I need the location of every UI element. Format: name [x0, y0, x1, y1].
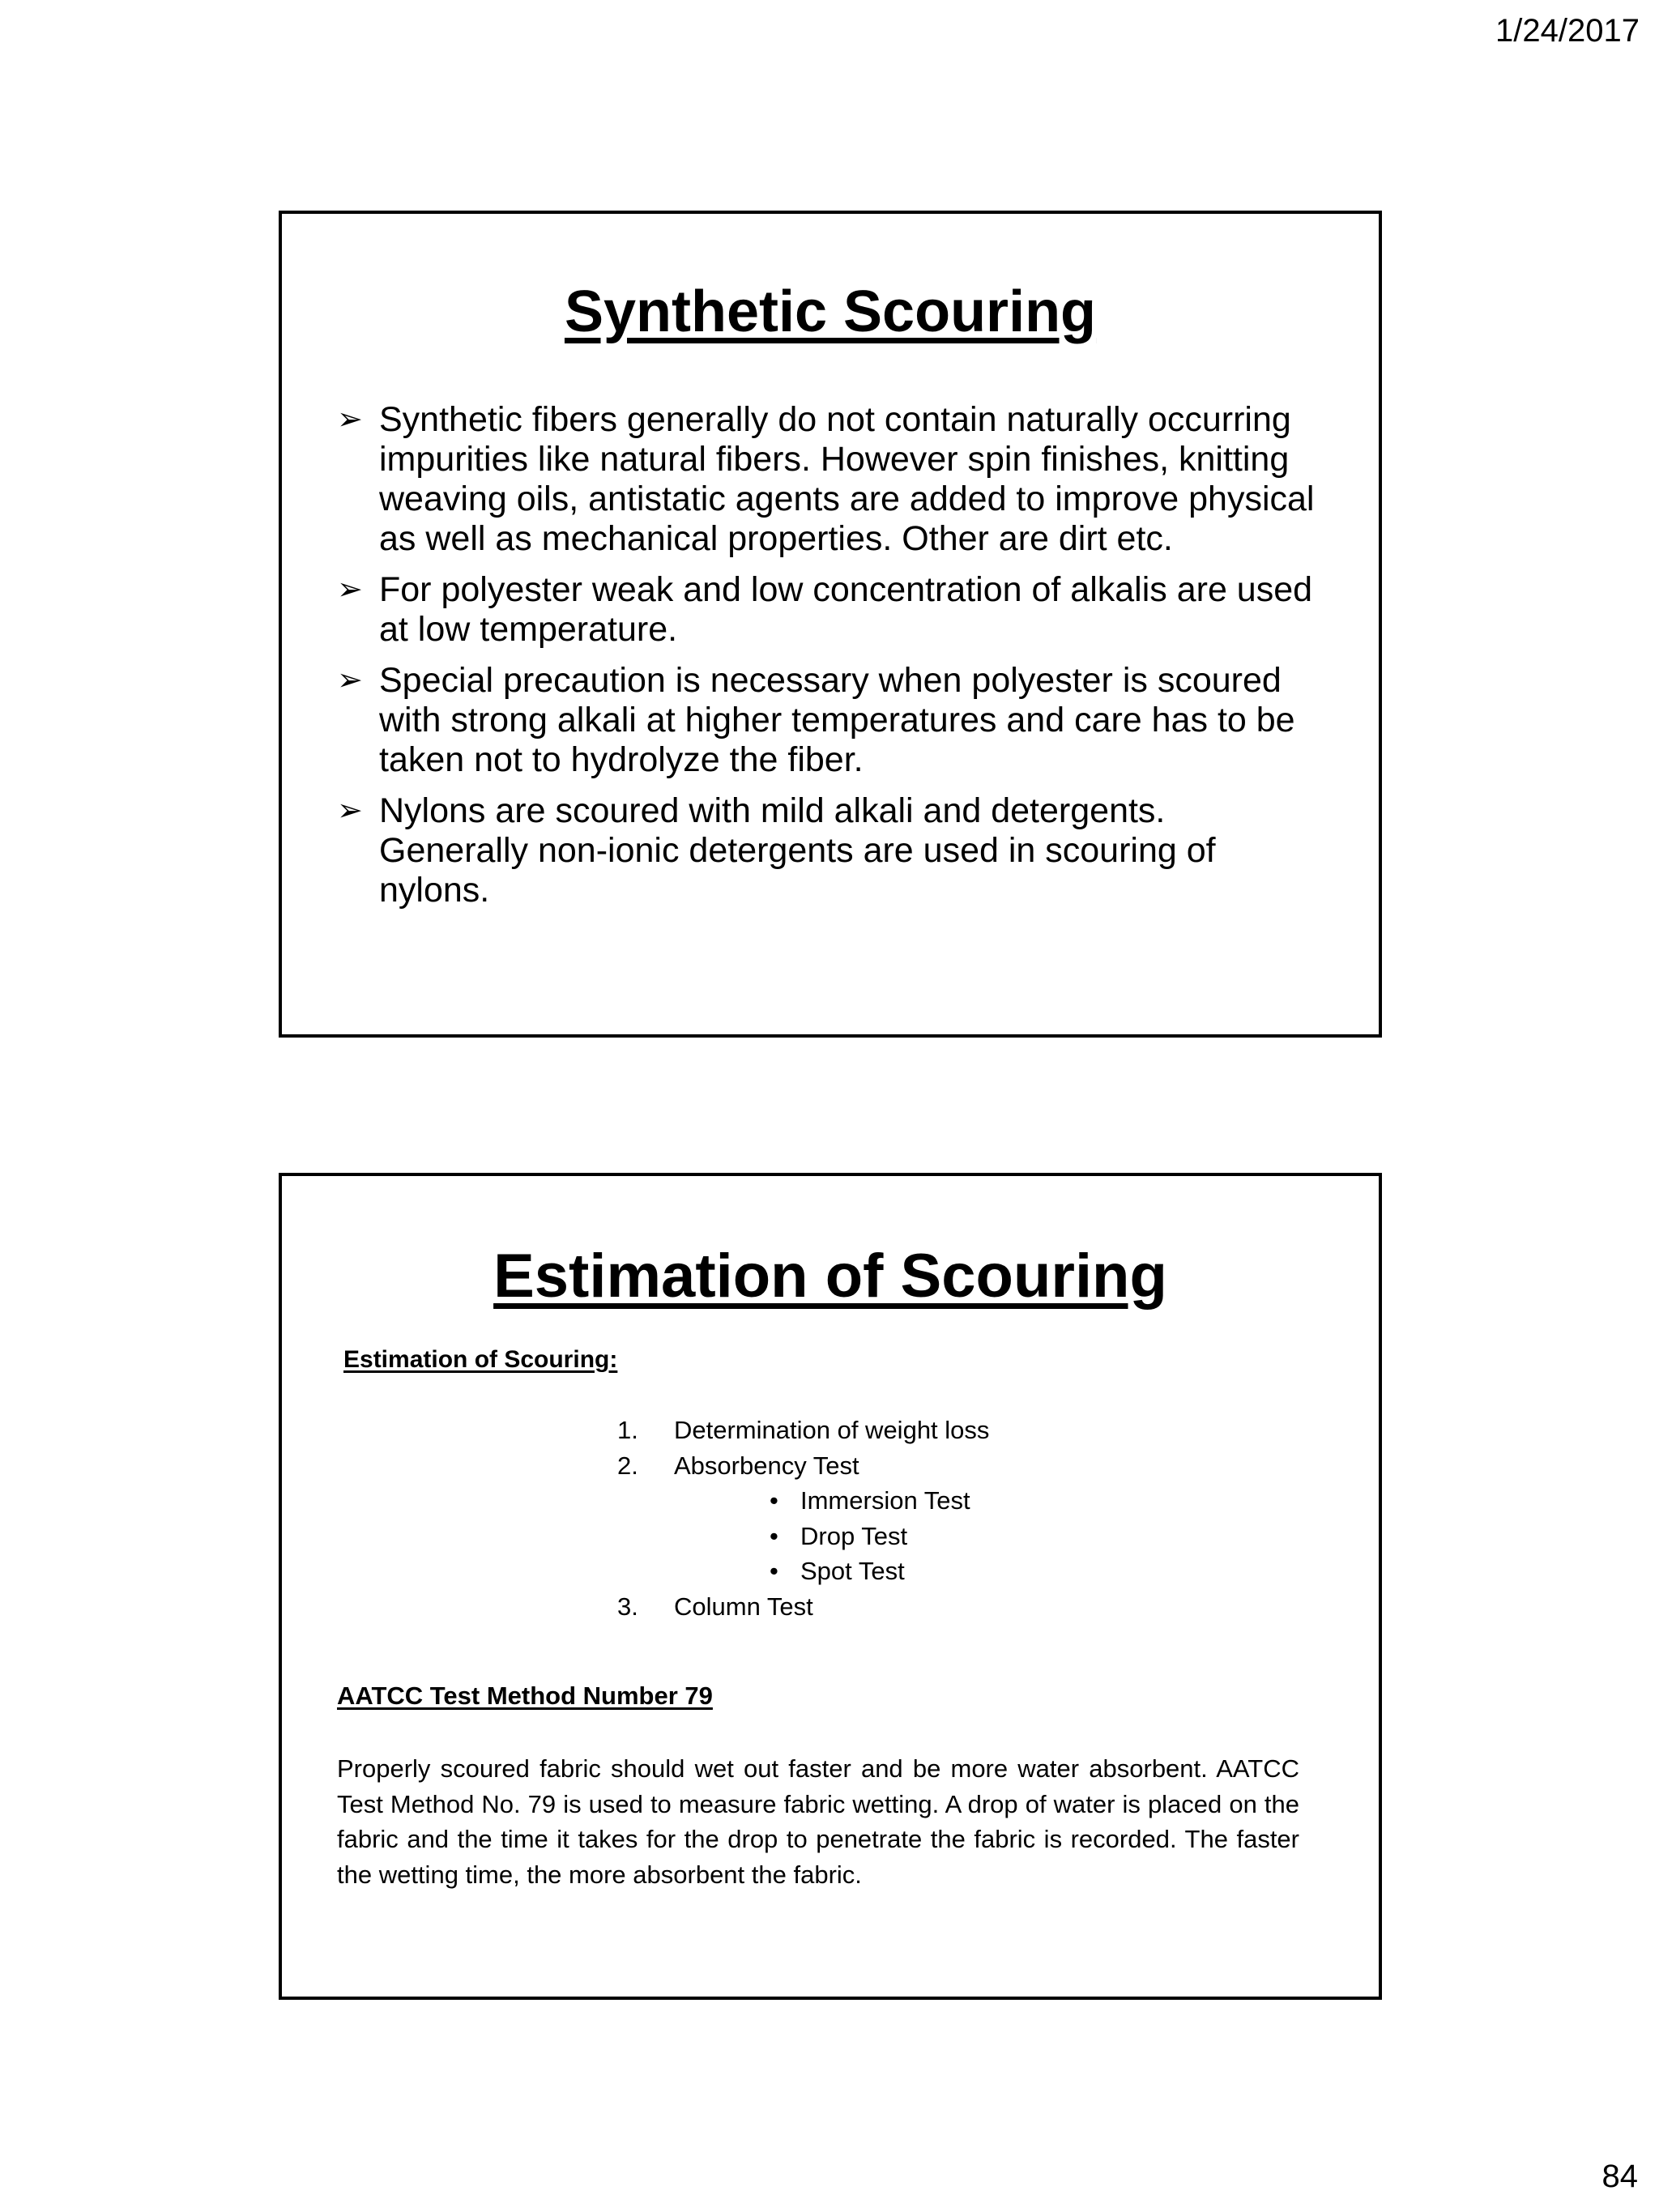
subheading: Estimation of Scouring:	[343, 1346, 618, 1373]
bullet-list	[337, 400, 1320, 922]
bullet-text: Special precaution is necessary when polyester is scoured with strong alkali at higher temperatures and care has to be taken not to hydrolyze the fiber.	[379, 661, 1295, 779]
arrow-bullet-icon: ➢	[337, 663, 363, 697]
list-item	[770, 1554, 989, 1589]
list-item	[337, 570, 1320, 650]
list-item	[617, 1589, 989, 1625]
method-list	[617, 1413, 989, 1624]
bullet-text: Nylons are scoured with mild alkali and detergents. Generally non-ionic detergents are used in scouring of nylons.	[379, 791, 1216, 910]
list-item-label: Immersion Test	[800, 1486, 970, 1515]
list-item-label: Absorbency Test	[674, 1451, 859, 1480]
arrow-bullet-icon: ➢	[337, 794, 363, 828]
list-item	[617, 1413, 989, 1448]
slide-title: Estimation of Scouring	[493, 1242, 1167, 1311]
bullet-dot-icon: •	[770, 1486, 778, 1515]
slide-title: Synthetic Scouring	[564, 279, 1097, 344]
method-paragraph: Properly scoured fabric should wet out faster and be more water absorbent. AATCC Test Method No. 79 is used to measure fabric wetting. A drop of water is placed on the fabric and the time it takes for the drop to penetrate the fabric is recorded. The faster the wetting time, the more absorbent the fabric.	[337, 1754, 1299, 1889]
arrow-bullet-icon: ➢	[337, 573, 363, 607]
list-number: 3.	[617, 1592, 638, 1621]
arrow-bullet-icon: ➢	[337, 403, 363, 437]
slide-estimation-of-scouring	[279, 1173, 1382, 2000]
list-item-label: Determination of weight loss	[674, 1416, 990, 1444]
list-item	[770, 1483, 989, 1519]
slide-synthetic-scouring	[279, 211, 1382, 1038]
list-item	[770, 1519, 989, 1554]
list-item-label: Drop Test	[800, 1521, 908, 1550]
bullet-dot-icon: •	[770, 1557, 778, 1585]
absorbency-test-list	[770, 1483, 989, 1589]
list-item	[337, 400, 1320, 559]
list-item	[337, 791, 1320, 910]
list-item-label: Column Test	[674, 1592, 813, 1621]
list-item-label: Spot Test	[800, 1557, 905, 1585]
header-date: 1/24/2017	[1495, 13, 1640, 49]
list-number: 2.	[617, 1451, 638, 1480]
bullet-dot-icon: •	[770, 1521, 778, 1550]
bullet-text: Synthetic fibers generally do not contain naturally occurring impurities like natural fibers. However spin finishes, knitting weaving oils, antistatic agents are added to improve physical as well as mechanical properties. Other are dirt etc.	[379, 400, 1315, 558]
page-number: 84	[1601, 2159, 1638, 2194]
method-heading: AATCC Test Method Number 79	[337, 1681, 713, 1710]
bullet-text: For polyester weak and low concentration of alkalis are used at low temperature.	[379, 570, 1313, 649]
list-item	[337, 661, 1320, 780]
list-number: 1.	[617, 1416, 638, 1444]
list-item	[617, 1448, 989, 1589]
